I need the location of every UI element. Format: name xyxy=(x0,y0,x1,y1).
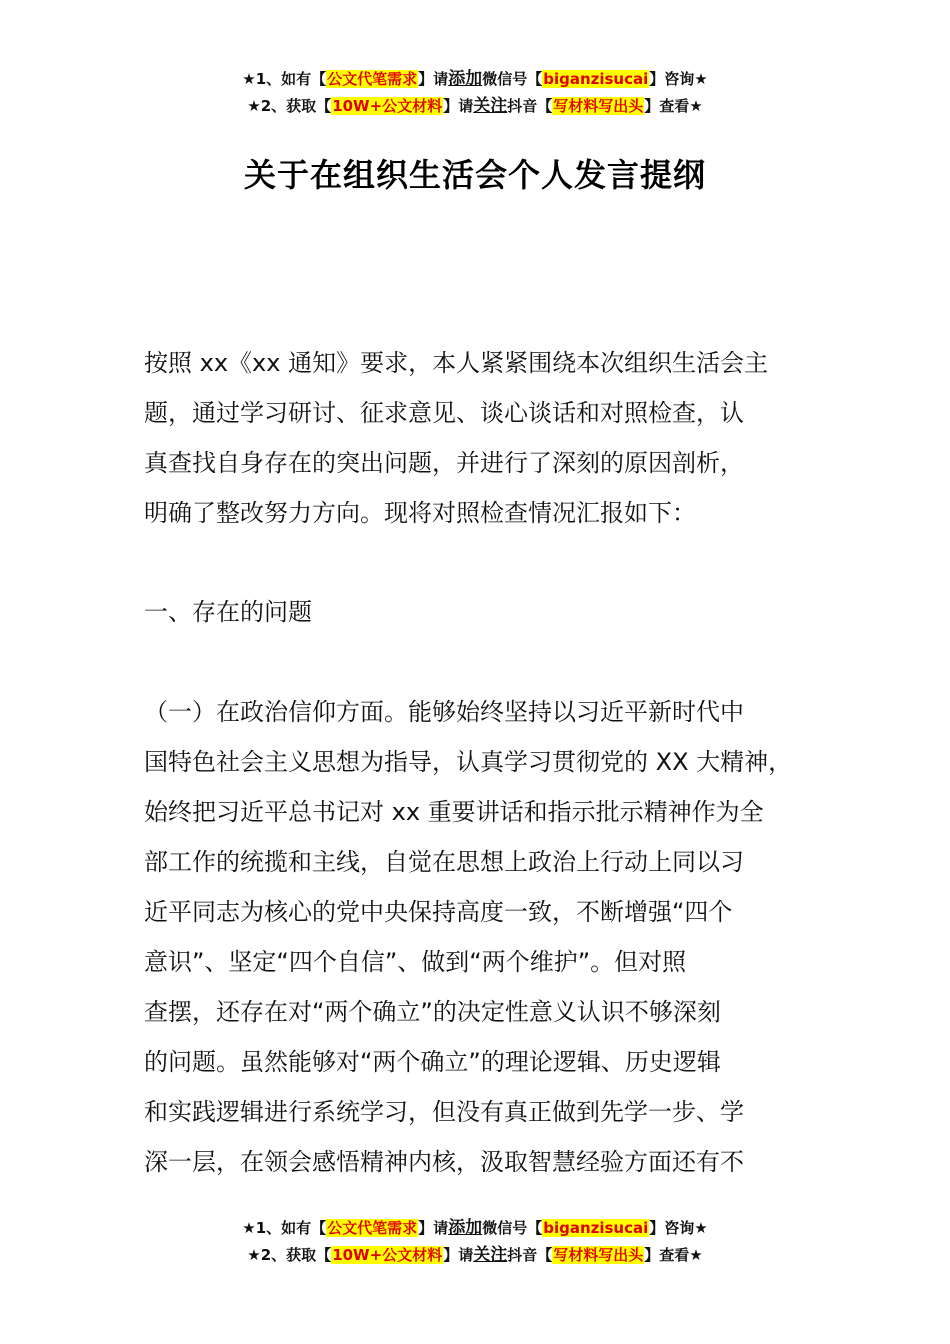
banner-emphasis: 添加 xyxy=(448,69,483,89)
highlight-douyin-account: 写材料写出头 xyxy=(553,1246,644,1264)
text-line: 和实践逻辑进行系统学习，但没有真正做到先学一步、学 xyxy=(144,1098,744,1126)
banner-line-2 xyxy=(0,93,950,120)
banner-text: 】请 xyxy=(418,70,449,88)
banner-text: 】请 xyxy=(418,1219,449,1237)
footer-banner xyxy=(0,1215,950,1269)
intro-paragraph xyxy=(144,338,834,538)
banner-text: ★1、如有【 xyxy=(242,1219,327,1237)
text-line: 真查找自身存在的突出问题，并进行了深刻的原因剖析， xyxy=(144,449,744,477)
banner-emphasis: 添加 xyxy=(448,1218,483,1238)
text-line: 的问题。虽然能够对“两个确立”的理论逻辑、历史逻辑 xyxy=(144,1048,721,1076)
text-line: （一）在政治信仰方面。能够始终坚持以习近平新时代中 xyxy=(144,698,744,726)
banner-text: ★2、获取【 xyxy=(247,97,332,115)
text-line: 意识”、坚定“四个自信”、做到“两个维护”。但对照 xyxy=(144,948,687,976)
text-line: 深一层，在领会感悟精神内核，汲取智慧经验方面还有不 xyxy=(144,1148,744,1176)
text-line: 按照 xx《xx 通知》要求，本人紧紧围绕本次组织生活会主 xyxy=(144,349,769,377)
banner-text: 微信号【 xyxy=(482,70,543,88)
text-line: 明确了整改努力方向。现将对照检查情况汇报如下： xyxy=(144,499,696,527)
section-heading: 一、存在的问题 xyxy=(144,598,312,626)
banner-text: 】咨询★ xyxy=(649,70,708,88)
text-line: 近平同志为核心的党中央保持高度一致，不断增强“四个 xyxy=(144,898,733,926)
banner-text: 抖音【 xyxy=(507,97,553,115)
banner-text: ★1、如有【 xyxy=(242,70,327,88)
header-banner xyxy=(0,66,950,120)
text-line: 题，通过学习研讨、征求意见、谈心谈话和对照检查，认 xyxy=(144,399,744,427)
highlight-service: 公文代笔需求 xyxy=(327,1219,418,1237)
highlight-wechat-id: biganzisucai xyxy=(543,1219,649,1237)
banner-text: 】请 xyxy=(443,1246,474,1264)
text-line: 查摆，还存在对“两个确立”的决定性意义认识不够深刻 xyxy=(144,998,721,1026)
banner-line-1 xyxy=(0,1215,950,1242)
political-belief-paragraph xyxy=(144,687,834,1187)
banner-text: ★2、获取【 xyxy=(247,1246,332,1264)
banner-line-1 xyxy=(0,66,950,93)
highlight-materials: 10W+公文材料 xyxy=(332,1246,443,1264)
highlight-materials: 10W+公文材料 xyxy=(332,97,443,115)
document-title: 关于在组织生活会个人发言提纲 xyxy=(243,156,706,194)
banner-text: 】请 xyxy=(443,97,474,115)
banner-text: 】查看★ xyxy=(644,1246,703,1264)
text-line: 部工作的统揽和主线，自觉在思想上政治上行动上同以习 xyxy=(144,848,744,876)
highlight-service: 公文代笔需求 xyxy=(327,70,418,88)
highlight-douyin-account: 写材料写出头 xyxy=(553,97,644,115)
banner-line-2 xyxy=(0,1242,950,1269)
text-line: 国特色社会主义思想为指导，认真学习贯彻党的 XX 大精神， xyxy=(144,748,793,776)
banner-text: 】咨询★ xyxy=(649,1219,708,1237)
highlight-wechat-id: biganzisucai xyxy=(543,70,649,88)
text-line: 始终把习近平总书记对 xx 重要讲话和指示批示精神作为全 xyxy=(144,798,764,826)
banner-emphasis: 关注 xyxy=(473,96,508,116)
banner-emphasis: 关注 xyxy=(473,1245,508,1265)
banner-text: 微信号【 xyxy=(482,1219,543,1237)
banner-text: 】查看★ xyxy=(644,97,703,115)
banner-text: 抖音【 xyxy=(507,1246,553,1264)
